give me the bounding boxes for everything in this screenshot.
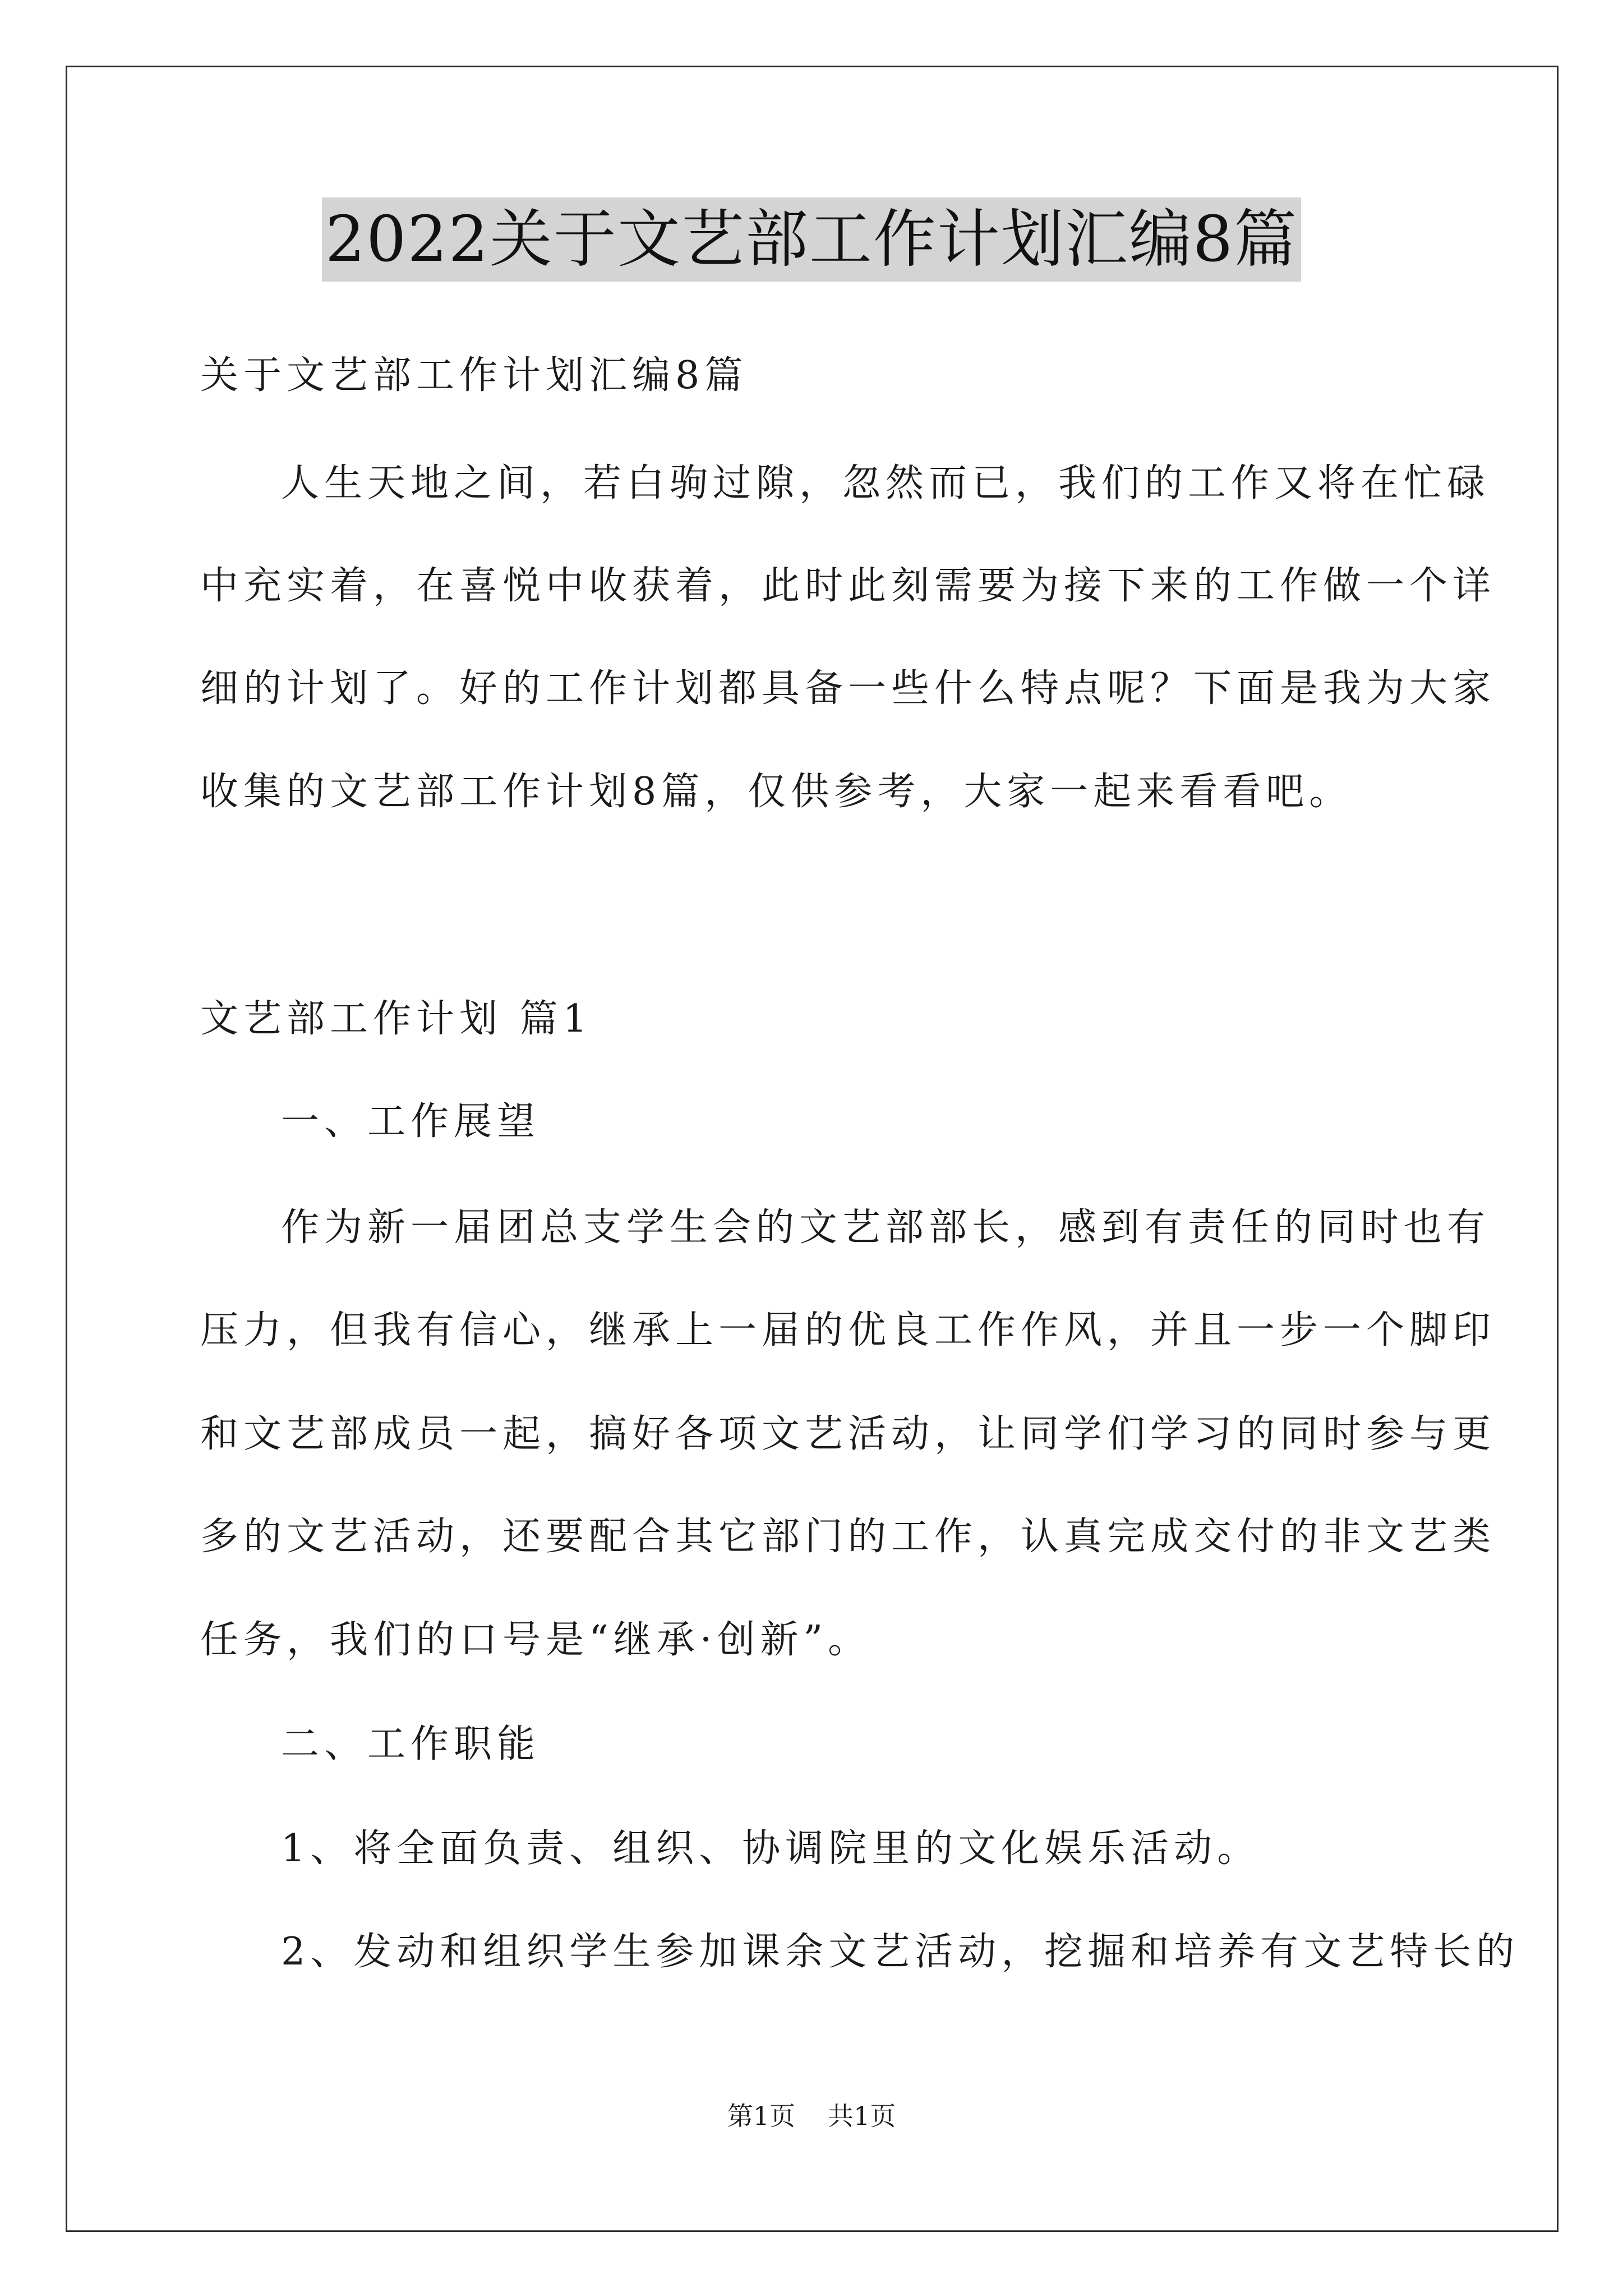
paragraph-line: 和文艺部成员一起，搞好各项文艺活动，让同学们学习的同时参与更 xyxy=(200,1412,1496,1456)
list-item: 1、将全面负责、组织、协调院里的文化娱乐活动。 xyxy=(281,1826,1261,1871)
document-title: 2022关于文艺部工作计划汇编8篇 xyxy=(322,197,1301,282)
paragraph-line: 压力，但我有信心，继承上一届的优良工作作风，并且一步一个脚印 xyxy=(200,1308,1496,1352)
paragraph-line: 任务，我们的口号是“继承·创新”。 xyxy=(200,1618,872,1662)
page-total: 共1页 xyxy=(828,2101,896,2131)
list-item: 2、发动和组织学生参加课余文艺活动，挖掘和培养有文艺特长的 xyxy=(281,1930,1520,1974)
document-subtitle: 关于文艺部工作计划汇编8篇 xyxy=(200,353,748,398)
intro-line: 收集的文艺部工作计划8篇，仅供参考，大家一起来看看吧。 xyxy=(200,770,1353,814)
title-container xyxy=(0,197,1623,282)
page-footer xyxy=(0,2099,1623,2133)
intro-line: 细的计划了。好的工作计划都具备一些什么特点呢？下面是我为大家 xyxy=(200,666,1496,711)
paragraph-line: 多的文艺活动，还要配合其它部门的工作，认真完成交付的非文艺类 xyxy=(200,1515,1496,1559)
section-heading: 文艺部工作计划 篇1 xyxy=(200,997,592,1041)
intro-line: 人生天地之间，若白驹过隙，忽然而已，我们的工作又将在忙碌 xyxy=(281,461,1491,505)
part1-heading: 一、工作展望 xyxy=(281,1099,541,1144)
page-number: 第1页 xyxy=(727,2101,795,2131)
intro-line: 中充实着，在喜悦中收获着，此时此刻需要为接下来的工作做一个详 xyxy=(200,564,1496,608)
part2-heading: 二、工作职能 xyxy=(281,1722,541,1766)
paragraph-line: 作为新一届团总支学生会的文艺部部长，感到有责任的同时也有 xyxy=(281,1205,1491,1250)
